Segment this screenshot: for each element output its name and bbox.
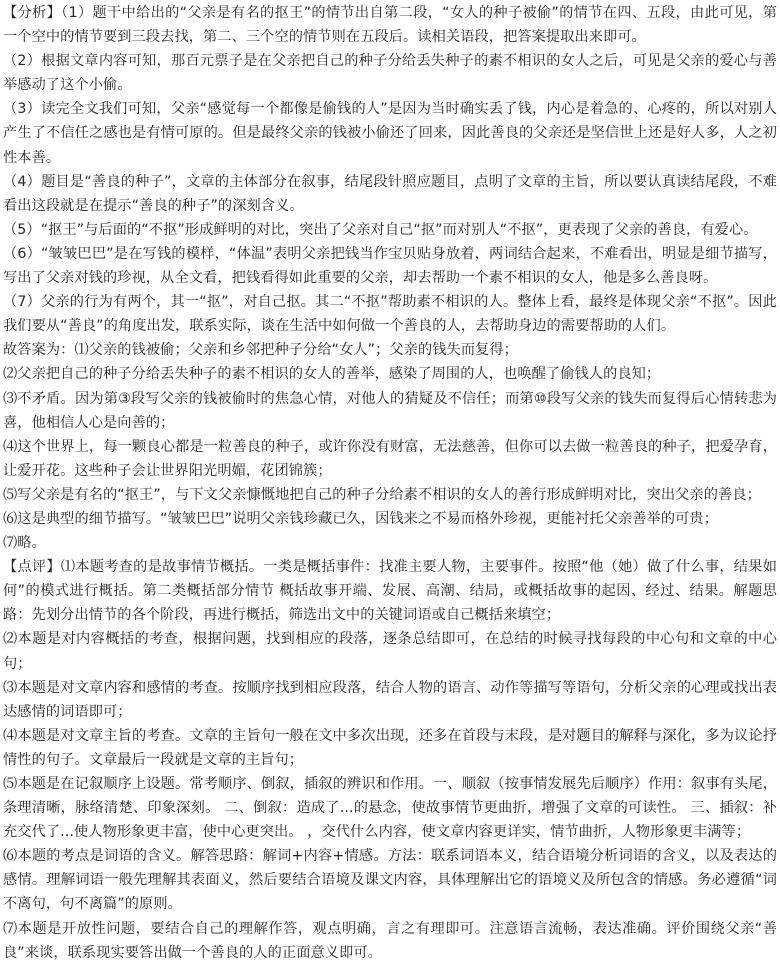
commentary-item-7: ⑺本题是开放性问题，要结合自己的理解作答，观点明确，言之有理即可。注意语言流畅，表达准确。评价围绕父亲“善良”来谈，联系现实要答出做一个善良的人的正面意义即可。 <box>3 920 777 961</box>
answer-item-6: ⑹这是典型的细节描写。“皱皱巴巴”说明父亲钱珍藏已久，因钱来之不易而格外珍视，更能衬托父亲善举的可贵； <box>3 510 718 527</box>
commentary-paragraph-1 <box>3 555 777 627</box>
answer-item-5: ⑸写父亲是有名的“抠王”，与下文父亲慷慨地把自己的种子分给素不相识的女人的善行形成鲜明对比，突出父亲的善良； <box>3 486 761 503</box>
commentary-item-1: ⑴本题考查的是故事情节概括。一类是概括事件：找准主要人物，主要事件。按照“他（她）做了什么事，结果如何”的模式进行概括。第二类概括部分情节 概括故事开端、发展、高潮、结局，或概括故事的起因、经过、结果。解题思路：先划分出情节的各个阶段，再进行概括，筛选出文中的关键词语或自己概括来填空； <box>3 559 777 624</box>
analysis-item-2: （2）根据文章内容可知，那百元票子是在父亲把自己的种子分给丢失种子的素不相识的女人之后，可见是父亲的爱心与善举感动了这个小偷。 <box>3 53 777 94</box>
analysis-item-3: （3）读完全文我们可知，父亲“感觉每一个都像是偷钱的人”是因为当时确实丢了钱，内心是着急的、心疼的，所以对别人产生了不信任之感也是有情可原的。但是最终父亲的钱被小偷还了回来，因此善良的父亲还是坚信世上还是好人多，人之初性本善。 <box>3 101 777 166</box>
analysis-item-6: （6）“皱皱巴巴”是在写钱的模样，“体温”表明父亲把钱当作宝贝贴身放着，两词结合起来，不难看出，明显是细节描写，写出了父亲对钱的珍视，从全文看，把钱看得如此重要的父亲，却去帮助一个素不相识的女人，他是多么善良呀。 <box>3 245 777 287</box>
commentary-item-5: ⑸本题是在记叙顺序上设题。常考顺序、倒叙，插叙的辨识和作用。一、顺叙（按事情发展先后顺序）作用：叙事有头尾，条理清晰，脉络清楚、印象深刻。 二、倒叙：造成了...的悬念，使故事情节更曲折，增强了文章的可读性。 三、插叙：补充交代了...使人物形象更丰富，使中心更突出。 ，交代什么内容，使文章内容更详实，情节曲折，人物形象更丰满等； <box>3 776 777 841</box>
commentary-heading: 【点评】 <box>3 559 61 576</box>
analysis-item-4: （4）题目是“善良的种子”，文章的主体部分在叙事，结尾段针照应题目，点明了文章的主旨，所以要认真读结尾段，不难看出这段就是在提示“善良的种子”的深刻含义。 <box>3 173 777 214</box>
commentary-item-4: ⑷本题是对文章主旨的考查。文章的主旨句一般在文中多次出现，还多在首段与末段，是对题目的解释与深化，多为议论抒情性的句子。文章最后一段就是文章的主旨句； <box>3 727 777 768</box>
answer-item-3: ⑶不矛盾。因为第③段写父亲的钱被偷时的焦急心情，对他人的猜疑及不信任；而第⑩段写父亲的钱失而复得后心情转悲为喜，他相信人心是向善的； <box>3 390 777 431</box>
commentary-item-3: ⑶本题是对文章内容和感情的考查。按顺序找到相应段落，结合人物的语言、动作等描写等语句，分析父亲的心理或找出表达感情的词语即可； <box>3 679 777 720</box>
answer-item-1: 故答案为：⑴父亲的钱被偷；父亲和乡邻把种子分给“女人”；父亲的钱失而复得； <box>3 342 518 359</box>
answer-item-4: ⑷这个世界上，每一颗良心都是一粒善良的种子，或许你没有财富，无法慈善，但你可以去做一粒善良的种子，把爱孕育，让爱开花。这些种子会让世界阳光明媚，花团锦簇； <box>3 438 777 479</box>
analysis-item-1: （1）题干中给出的“父亲是有名的抠王”的情节出自第二段，“女人的种子被偷”的情节在四、五段，由此可见，第一个空中的情节要到三段去找，第二、三个空的情节则在五段后。读相关语段，把答案提取出来即可。 <box>3 5 778 46</box>
commentary-item-2: ⑵本题是对内容概括的考查，根据问题，找到相应的段落，逐条总结即可，在总结的时候寻找每段的中心句和文章的中心句； <box>3 631 777 672</box>
answer-item-2: ⑵父亲把自己的种子分给丢失种子的素不相识的女人的善举，感染了周围的人，也唤醒了偷钱人的良知； <box>3 366 661 383</box>
answer-item-7: ⑺略。 <box>3 535 46 552</box>
analysis-item-7: （7）父亲的行为有两个，其一“抠”，对自己抠。其二“不抠”帮助素不相识的人。整体上看，最终是体现父亲“不抠”。因此我们要从“善良”的角度出发，联系实际，谈在生活中如何做一个善良的人，去帮助身边的需要帮助的人们。 <box>3 294 777 335</box>
commentary-item-6: ⑹本题的考点是词语的含义。解答思路：解词+内容+情感。方法：联系词语本义，结合语境分析词语的含义，以及表达的感情。理解词语一般先理解其表面义，然后要结合语境及课文内容，具体理解出它的语境义及所包含的情感。务必遵循“词不离句，句不离篇”的原则。 <box>3 848 777 913</box>
analysis-heading: 【分析】 <box>3 5 62 21</box>
answer-explanation-document <box>3 1 777 965</box>
analysis-item-5: （5）“抠王”与后面的“不抠”形成鲜明的对比，突出了父亲对自己“抠”而对别人“不抠”，更表现了父亲的善良，有爱心。 <box>3 221 758 238</box>
analysis-paragraph-1 <box>3 1 777 49</box>
